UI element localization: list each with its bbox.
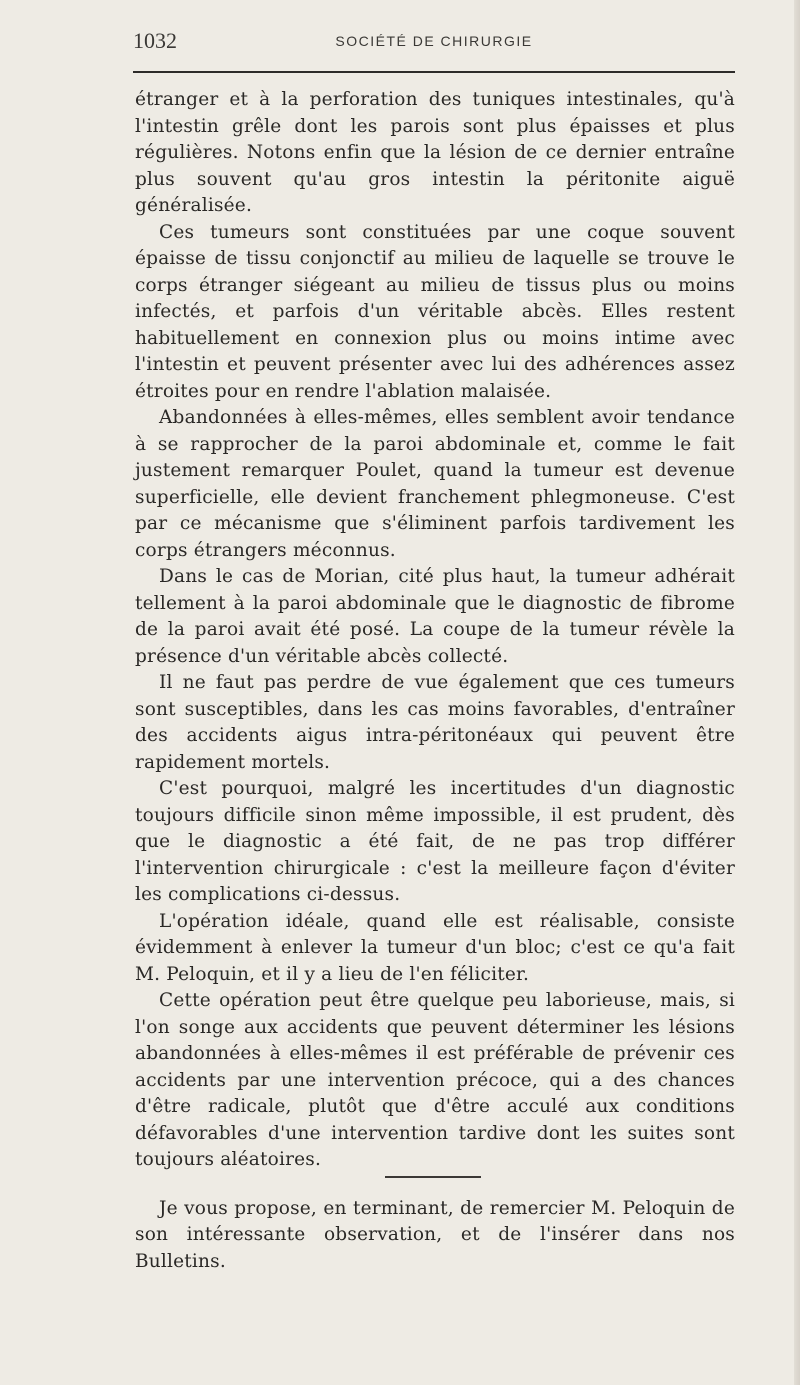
end-rule <box>385 1176 481 1178</box>
page-header <box>133 28 735 56</box>
paragraph-5: Il ne faut pas perdre de vue également que ces tumeurs sont susceptibles, dans les cas moins favorables, d'entraîner des accidents aigus intra-péritonéaux qui peuvent être rapidement mortels. <box>135 672 735 773</box>
page-edge-shadow <box>794 0 800 1385</box>
paragraph-2: Ces tumeurs sont constituées par une coque souvent épaisse de tissu conjonctif au milieu de laquelle se trouve le corps étranger siégeant au milieu de tissus plus ou moins infectés, et parfois d'un véritable abcès. Elles restent habituellement en connexion plus ou moins intime avec l'intestin et peuvent présenter avec lui des adhérences assez étroites pour en rendre l'ablation malaisée. <box>135 221 735 402</box>
paragraph-8: Cette opération peut être quelque peu laborieuse, mais, si l'on songe aux accidents que peuvent déterminer les lésions abandonnées à elles-mêmes il est préférable de prévenir ces accidents par une intervention précoce, qui a des chances d'être radicale, plutôt que d'être acculé aux conditions défavorables d'une intervention tardive dont les suites sont toujours aléatoires. <box>135 990 735 1170</box>
body-text <box>135 87 735 1275</box>
paragraph-6: C'est pourquoi, malgré les incertitudes d'un diagnostic toujours difficile sinon même impossible, il est prudent, dès que le diagnostic a été fait, de ne pas trop différer l'intervention chirurgicale : c'est la meilleure façon d'éviter les complications ci-dessus. <box>135 778 735 905</box>
paragraph-3: Abandonnées à elles-mêmes, elles semblent avoir tendance à se rapprocher de la paroi abdominale et, comme le fait justement remarquer Poulet, quand la tumeur est devenue superficielle, elle devient franchement phlegmoneuse. C'est par ce mécanisme que s'éliminent parfois tardivement les corps étrangers méconnus. <box>135 407 735 561</box>
paragraph-9: Je vous propose, en terminant, de remercier M. Peloquin de son intéressante observation, et de l'insérer dans nos Bulletins. <box>135 1197 735 1272</box>
paragraph-4: Dans le cas de Morian, cité plus haut, la tumeur adhérait tellement à la paroi abdominale que le diagnostic de fibrome de la paroi avait été posé. La coupe de la tumeur révèle la présence d'un véritable abcès collecté. <box>135 566 735 667</box>
page-number: 1032 <box>133 28 177 53</box>
running-title: SOCIÉTÉ DE CHIRURGIE <box>335 33 533 49</box>
header-rule <box>133 71 735 73</box>
paragraph-7: L'opération idéale, quand elle est réalisable, consiste évidemment à enlever la tumeur d'un bloc; c'est ce qu'a fait M. Peloquin, et il y a lieu de l'en féliciter. <box>135 910 735 985</box>
paragraph-1: étranger et à la perforation des tuniques intestinales, qu'à l'intestin grêle dont les parois sont plus épaisses et plus régulières. Notons enfin que la lésion de ce dernier entraîne plus souvent qu'au gros intestin la péritonite aiguë généralisée. <box>135 89 735 216</box>
